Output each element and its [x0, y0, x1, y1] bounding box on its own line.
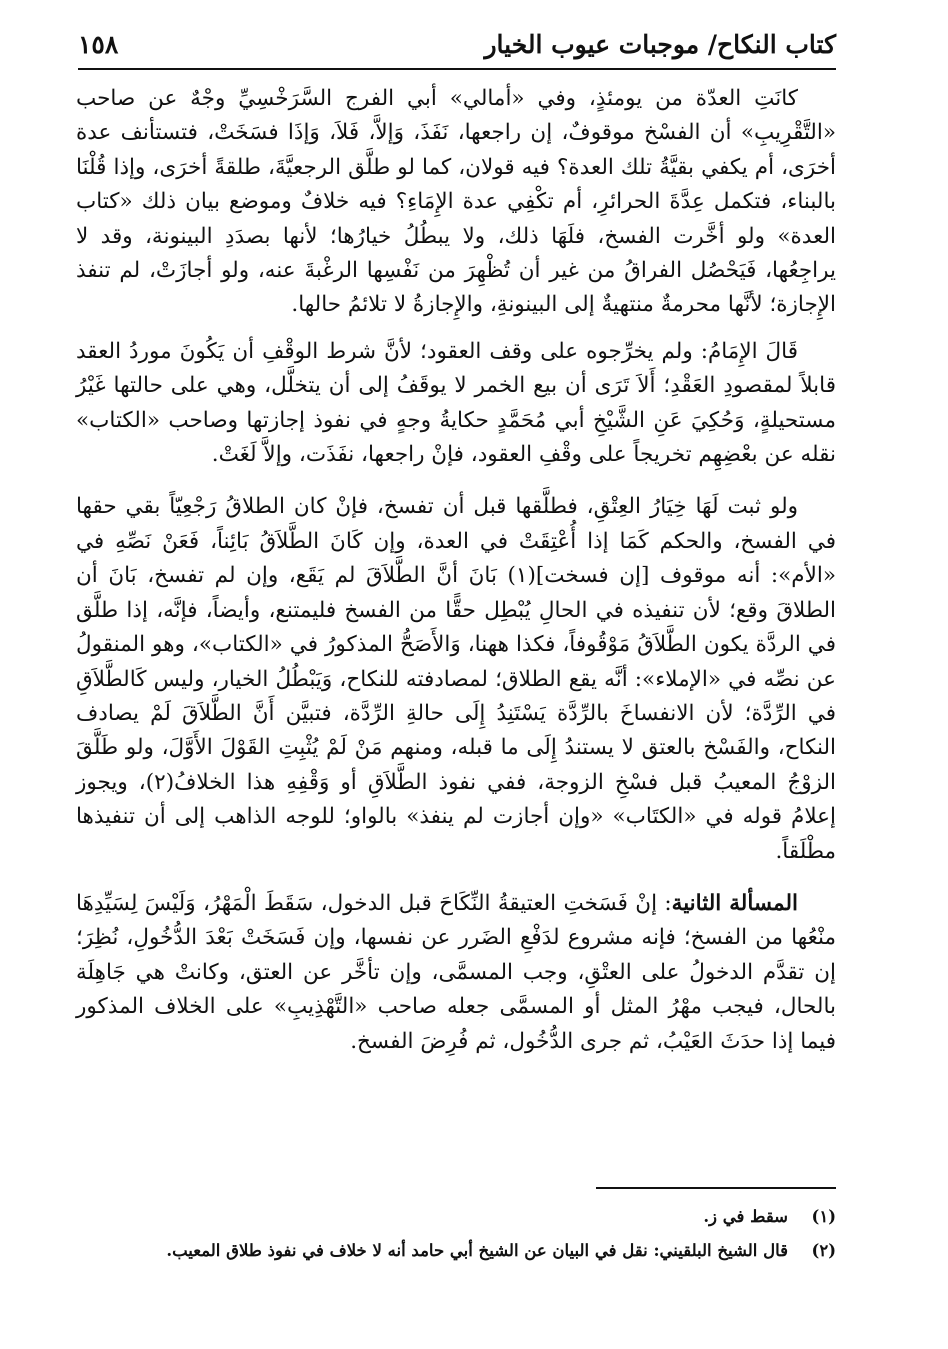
page-header — [78, 22, 836, 66]
footnote-1 — [76, 1200, 836, 1234]
masala-heading: المسألة الثانية — [671, 890, 799, 916]
footnotes — [76, 1200, 836, 1268]
paragraph-3: ولو ثبت لَهَا خِيَارُ العِتْقِ، فطلَّقها قبل أن تفسخ، فإنْ كان الطلاقُ رَجْعِيّاً بقي حقها في الفسخ، والحكم كَمَا إذا أُعْتِقَتْ في العدة، وإن كَانَ الطَّلاَقُ بَائِناً، فَعَنْ نَصِّهِ في «الأم»: أنه موقوف [إن فسخت](١) بَانَ أنَّ الطَّلاَقَ لم يَقَع، وإن لم تفسخ، بَانَ أن الطلاقَ وقع؛ لأن تنفيذه في الحالِ يُبْطِل حقًّا من الفسخ فليمتنع، وأيضاً، فإنَّه، إذا طلَّق في الردَّة يكون الطَّلاَقُ مَوْقُوفاً، فكذا ههنا، وَالأَصَحُّ المذكورُ في «الكتاب»، وهو المنقولُ عن نصِّه في «الإملاء»: أنَّه يقع الطلاق؛ لمصادفته للنكاح، وَيَبْطُلُ الخيار، وليس كَالطَّلاَقِ في الرِّدَّة؛ لأن الانفساخَ بالرِّدَّة يَسْتَنِدُ إِلَى حالةِ الرِّدَّة، فتبيَّن أَنَّ الطَّلاَقَ لَمْ يصادف النكاح، والفَسْخ بالعتق لا يستندُ إِلَى ما قبله، ومنهم مَنْ لَمْ يُثْبِتِ القَوْلَ الأَوَّلَ، ولو طَلَّقَ الزوْجُ المعيبُ قبل فسْخِ الزوجة، ففي نفوذ الطَّلاَقِ أو وَقْفِهِ هذا الخلافُ(٢)، ويجوز إعلامُ قوله في «الكتَاب» «وإن أجازت لم ينفذ» بالواو؛ للوجه الذاهب إلى أن تنفيذها مطْلَقاً. — [76, 494, 836, 864]
header-rule — [78, 68, 836, 70]
footnote-2 — [76, 1234, 836, 1268]
footnote-number: (١) — [811, 1207, 836, 1226]
paragraph-2: قَالَ الإِمَامُ: ولم يخرِّجوه على وقف العقود؛ لأنَّ شرط الوقْفِ أن يَكُونَ موردُ العقد قابلاً لمقصودِ العَقْدِ؛ أَلاَ تَرَى أن بيع الخمر لا يوقَفُ إلى أن يتخلَّل، وهي على حالتها غَيْرُ مستحيلةٍ، وَحُكِيَ عَنِ الشَّيْخِ أبي مُحَمَّدٍ حكايةُ وجهٍ في نفوذ إجازتها وصاحب «الكتاب» نقله عن بعْضِهِم تخريجاً على وقْفِ العقود، فإنْ راجعها، نفَذَت، وإلاَّ لَغَتْ. — [76, 338, 836, 468]
footnote-number: (٢) — [811, 1241, 836, 1260]
masala-paragraph — [76, 887, 836, 1059]
running-title: كتاب النكاح/ موجبات عيوب الخيار — [484, 29, 836, 59]
footnote-text: سقط في ز. — [703, 1207, 788, 1226]
page-number: ١٥٨ — [78, 29, 119, 59]
footnote-rule — [596, 1187, 836, 1189]
masala-text: : إنْ فَسَختِ العتيقةُ النِّكَاحَ قبل الدخول، سَقَطَ الْمَهْرُ، وَلَيْسَ لِسَيِّدِهَا منْعُها من الفسخ؛ فإنه مشروع لدَفْعِ الضَرر عن نفسها، وإن فَسَخَتْ بَعْدَ الدُّخُولِ، نُظِرَ؛ إن تقدَّم الدخولُ على العتْقِ، وجب المسمَّى، وإن تأخَّر عن العتق، وكانتْ هي جَاهِلَة بالحال، فيجب مهْرُ المثل أو المسمَّى جعله صاحب «التَّهْذِيبِ» على الخلاف المذكور فيما إذا حدَثَ العَيْبُ، ثم جرى الدُّخُول، ثم فُرِضَ الفسخ. — [76, 890, 836, 1054]
paragraph-1: كانَتِ العدّة من يومئذٍ، وفي «أمالي» أبي الفرج السَّرَخْسِيِّ وجْهٌ عن صاحب «التَّقْرِيبِ» أن الفسْخ موقوفٌ، إن راجعها، نَفَذَ، وَإلاَّ، فَلاَ، وَإذَا فسَخَتْ، فتستأنف عدة أخرَى، أم يكفي بقيَّةُ تلك العدة؟ فيه قولان، كما لو طلَّق الرجعيَّةَ، طلقةً أخرَى، وإذا قُلْنَا بالبناء، فتكمل عِدَّةَ الحرائرِ، أم تكْفِي عدة الإِمَاءِ؟ فيه خلافٌ وموضع بيان ذلك «كتاب العدة» ولو أخَّرت الفسخ، فلَهَا ذلك، ولا يبطُلُ خيارُها؛ لأنها بصدَدِ البينونة، وقد لا يراجِعُها، فَيَحْصُل الفراقُ من غير أن تُظْهِرَ من نَفْسِها الرغْبةَ عنه، ولو أجازَتْ، لم تنفذ الإِجازة؛ لأنَّها محرمةٌ منتهيةٌ إلى البينونةِ، والإِجازةُ لا تلائمُ حالها. — [76, 86, 836, 318]
main-text — [76, 82, 836, 1071]
footnote-text: قال الشيخ البلقيني: نقل في البيان عن الشيخ أبي حامد أنه لا خلاف في نفوذ طلاق المعيب. — [166, 1241, 788, 1260]
